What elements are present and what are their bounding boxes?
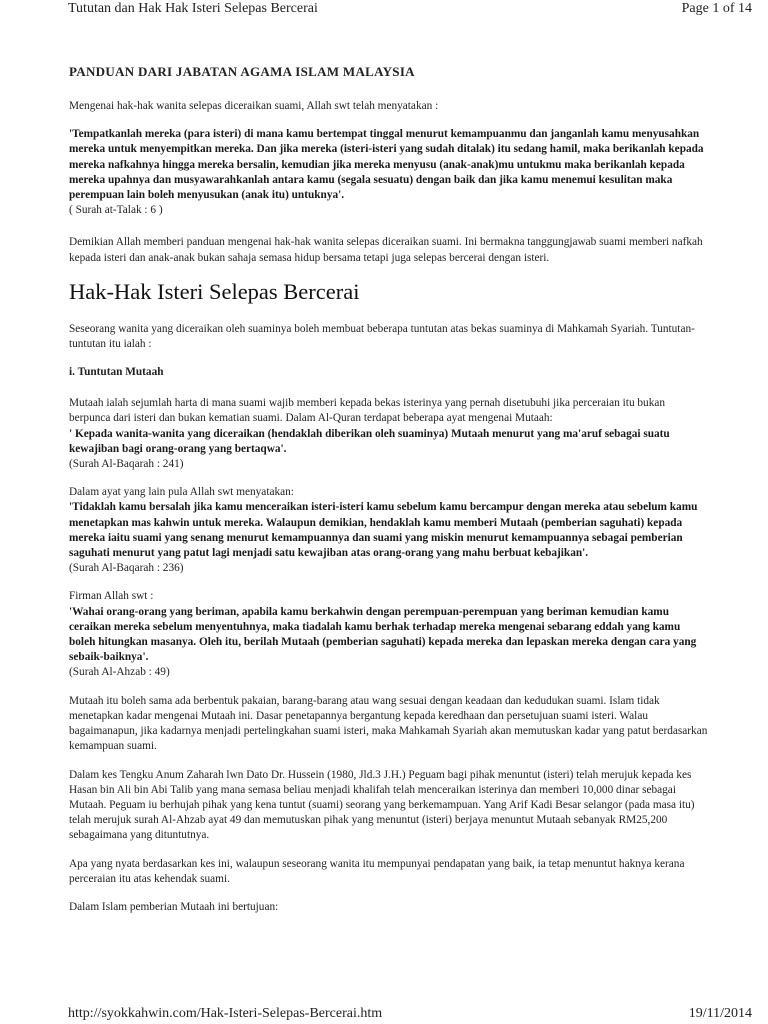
quote-text: ' Kepada wanita-wanita yang diceraikan (hendaklah diberikan oleh suaminya) Mutaah menurut yang ma'aruf sebagai suatu kewajiban bagi orang-orang yang bertaqwa'. xyxy=(69,427,670,455)
quote-block xyxy=(69,589,709,680)
quote-block xyxy=(69,127,709,218)
print-header xyxy=(0,0,768,22)
page-number: Page 1 of 14 xyxy=(681,1,752,16)
quote-reference: (Surah Al-Baqarah : 241) xyxy=(69,458,184,471)
paragraph: Apa yang nyata berdasarkan kes ini, walaupun seseorang wanita itu mempunyai pendapatan yang baik, ia tetap menuntut haknya kerana perceraian itu atas kehendak suami. xyxy=(69,857,685,885)
document-title: Tututan dan Hak Hak Isteri Selepas Bercerai xyxy=(68,1,318,16)
intro-paragraph: Mengenai hak-hak wanita selepas diceraikan suami, Allah swt telah menyatakan : xyxy=(69,100,439,112)
org-heading: PANDUAN DARI JABATAN AGAMA ISLAM MALAYSIA xyxy=(69,64,415,79)
print-date: 19/11/2014 xyxy=(688,1006,752,1021)
quote-reference: ( Surah at-Talak : 6 ) xyxy=(69,204,163,217)
paragraph: Mutaah ialah sejumlah harta di mana suami wajib memberi kepada bekas isterinya yang pernah disetubuhi jika perceraian itu bukan berpunca dari isteri dan bukan kematian suami. Dalam Al-Quran terdapat beberapa ayat mengenai Mutaah: xyxy=(69,397,666,425)
paragraph: Mutaah itu boleh sama ada berbentuk pakaian, barang-barang atau wang sesuai dengan keadaan dan kedudukan suami. Islam tidak menetapkan kadar mengenai Mutaah ini. Dasar penetapannya bergantung kepada keredhaan dan persetujuan suami isteri. Walau bagaimanapun, jika kadarnya menjadi pertelingkahan suami isteri, maka Mahkamah Syariah akan memutuskan kadar yang patut berdasarkan kemampuan suami. xyxy=(69,694,708,753)
paragraph: Seseorang wanita yang diceraikan oleh suaminya boleh membuat beberapa tuntutan atas bekas suaminya di Mahkamah Syariah. Tuntutan-tuntutan itu ialah : xyxy=(69,322,695,351)
quote-text: 'Tidaklah kamu bersalah jika kamu menceraikan isteri-isteri kamu sebelum kamu bercampur dengan mereka atau sebelum kamu menetapkan mas kahwin untuk mereka. Walaupun demikian, hendaklah kamu memberi Mutaah (pemberian saguhati) kepada mereka iaitu suami yang senang menurut kemampuannya dan suami yang miskin menurut kemampuannya sebagai pemberian saguhati menurut yang patut lagi menjadi satu kewajiban atas orang-orang yang mahu berbuat kebajikan'. xyxy=(69,501,698,560)
paragraph: Dalam Islam pemberian Mutaah ini bertujuan: xyxy=(69,900,279,913)
paragraph: Firman Allah swt : xyxy=(69,590,154,603)
paragraph: Dalam ayat yang lain pula Allah swt menyatakan: xyxy=(69,486,294,499)
paragraph: Dalam kes Tengku Anum Zaharah lwn Dato Dr. Hussein (1980, Jld.3 J.H.) Peguam bagi pihak menuntut (isteri) telah merujuk kepada kes Hasan bin Ali bin Abi Talib yang mana semasa beliau menjadi khalifah telah menceraikan isterinya dan memberi 10,000 dinar sebagai Mutaah. Peguam iu berhujah pihak yang kena tuntut (suami) seorang yang berkemampuan. Yang Arif Kadi Besar selangor (pada masa itu) telah merujuk surah Al-Ahzab ayat 49 dan memutuskan pihak yang menuntut (isteri) berjaya menuntut Mutaah sebanyak RM25,200 sebagaimana yang dituntutnya. xyxy=(69,768,695,842)
quote-text: 'Wahai orang-orang yang beriman, apabila kamu berkahwin dengan perempuan-perempuan yang beriman kemudian kamu ceraikan mereka sebelum menyentuhnya, maka tiadalah kamu berhak terhadap mereka mengenai sebarang eddah yang kamu boleh hitungkan masanya. Oleh itu, berilah Mutaah (pemberian saguhati) kepada mereka dan lepaskan mereka dengan cara yang sebaik-baiknya'. xyxy=(69,605,697,664)
quote-reference: (Surah Al-Baqarah : 236) xyxy=(69,562,184,575)
main-heading: Hak-Hak Isteri Selepas Bercerai xyxy=(69,278,360,304)
paragraph: Demikian Allah memberi panduan mengenai hak-hak wanita selepas diceraikan suami. Ini bermakna tanggungjawab suami memberi nafkah kepada isteri dan anak-anak bukan sahaja semasa hidup bersama tetapi juga selepas bercerai dengan isteri. xyxy=(69,236,703,264)
quote-reference: (Surah Al-Ahzab : 49) xyxy=(69,666,170,679)
print-footer xyxy=(0,1004,768,1024)
quote-text: 'Tempatkanlah mereka (para isteri) di mana kamu bertempat tinggal menurut kemampuanmu dan janganlah kamu menyusahkan mereka untuk menyempitkan mereka. Dan jika mereka (isteri-isteri yang sudah ditalak) itu sedang hamil, maka berikanlah kepada mereka nafkahnya hingga mereka bersalin, kemudian jika mereka menyusu (anak-anak)mu untukmu maka berikanlah kepada mereka upahnya dan musyawarahkanlah antara kamu (segala sesuatu) dengan baik dan jika kamu menemui kesulitan maka perempuan lain boleh menyusukan (anak itu) untuknya'. xyxy=(69,128,704,202)
quote-block xyxy=(69,396,709,472)
source-url: http://syokkahwin.com/Hak-Isteri-Selepas-Bercerai.htm xyxy=(68,1006,383,1021)
quote-block xyxy=(69,485,709,576)
document-body xyxy=(69,64,709,928)
subheading: i. Tuntutan Mutaah xyxy=(69,366,164,379)
